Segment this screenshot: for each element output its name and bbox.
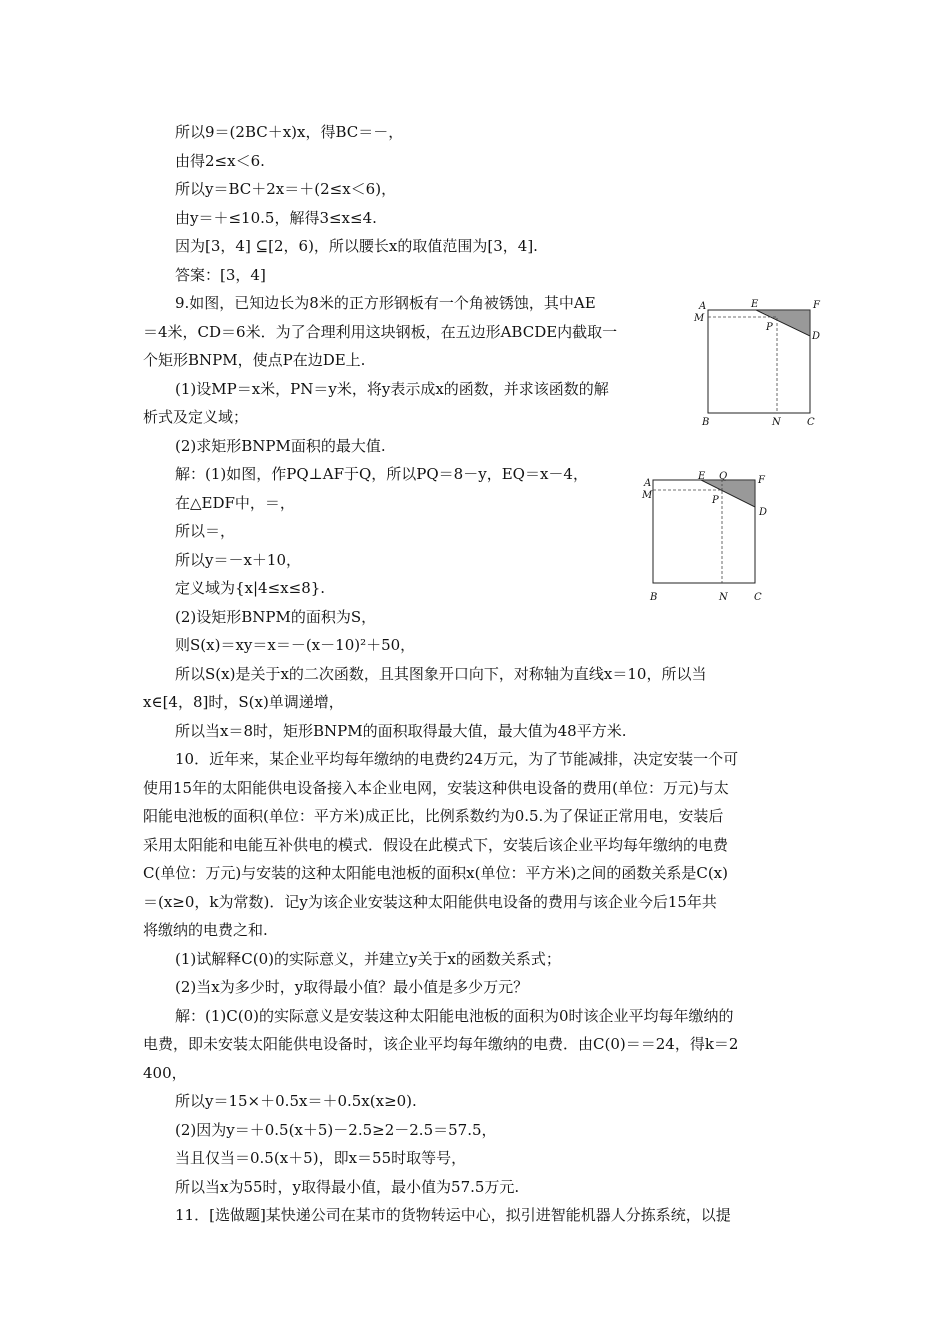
fig1-label: N: [772, 417, 781, 428]
fig1-label: C: [807, 417, 815, 428]
problem-9-line: 9.如图，已知边长为8米的正方形钢板有一个角被锈蚀，其中AE: [175, 294, 596, 312]
fig1-label: P: [766, 322, 773, 333]
text-line: 阳能电池板的面积(单位：平方米)成正比，比例系数约为0.5.为了保证正常用电，安装后: [143, 807, 724, 825]
text-line: 电费，即未安装太阳能供电设备时，该企业平均每年缴纳的电费．由C(0)＝＝24，得k＝2: [143, 1035, 739, 1053]
text-line: C(单位：万元)与安装的这种太阳能电池板的面积x(单位：平方米)之间的函数关系是C(x): [143, 864, 728, 882]
text-line: (2)当x为多少时，y取得最小值？最小值是多少万元？: [175, 978, 529, 996]
text-line: 则S(x)＝xy＝x＝－(x－10)²＋50，: [175, 636, 416, 654]
fig1-label: A: [699, 301, 707, 312]
fig1-label: D: [812, 331, 821, 342]
text-line: (2)因为y＝＋0.5(x＋5)－2.5≥2－2.5＝57.5，: [175, 1121, 497, 1139]
text-line: 答案：[3，4]: [175, 266, 266, 284]
text-line: 采用太阳能和电能互补供电的模式．假设在此模式下，安装后该企业平均每年缴纳的电费: [143, 836, 729, 854]
text-line: 所以S(x)是关于x的二次函数，且其图象开口向下，对称轴为直线x＝10，所以当: [175, 665, 707, 683]
text-line: ＝(x≥0，k为常数)．记y为该企业安装这种太阳能供电设备的费用与该企业今后15年共: [143, 893, 717, 911]
text-line: 因为[3，4] ⊆[2，6)，所以腰长x的取值范围为[3，4].: [175, 237, 538, 255]
text-line: 由得2≤x＜6.: [175, 152, 265, 170]
text-line: (1)试解释C(0)的实际意义，并建立y关于x的函数关系式；: [175, 950, 561, 968]
text-line: 400，: [143, 1064, 187, 1082]
fig2-label: M: [642, 490, 653, 501]
problem-10-line: 10．近年来，某企业平均每年缴纳的电费约24万元，为了节能减排，决定安装一个可: [175, 750, 739, 768]
text-line: (2)求矩形BNPM面积的最大值.: [175, 437, 386, 455]
problem-11-line: 11．[选做题]某快递公司在某市的货物转运中心，拟引进智能机器人分拣系统，以提: [175, 1206, 731, 1224]
text-line: ＝4米，CD＝6米．为了合理利用这块钢板，在五边形ABCDE内截取一: [143, 323, 618, 341]
figure-square-plate-1: [690, 295, 830, 435]
fig2-label: A: [644, 478, 652, 489]
text-line: 解：(1)如图，作PQ⊥AF于Q，所以PQ＝8－y，EQ＝x－4，: [175, 465, 588, 483]
text-line: 使用15年的太阳能供电设备接入本企业电网，安装这种供电设备的费用(单位：万元)与太: [143, 779, 729, 797]
fig2-label: N: [719, 592, 728, 603]
text-line: 由y＝＋≤10.5，解得3≤x≤4.: [175, 209, 377, 227]
text-line: 所以当x为55时，y取得最小值，最小值为57.5万元.: [175, 1178, 520, 1196]
fig1-label: E: [751, 299, 759, 310]
fig2-label: B: [650, 592, 658, 603]
fig2-label: E: [698, 471, 706, 482]
text-line: (1)设MP＝x米，PN＝y米，将y表示成x的函数，并求该函数的解: [175, 380, 609, 398]
text-line: 所以当x＝8时，矩形BNPM的面积取得最大值，最大值为48平方米.: [175, 722, 627, 740]
text-line: 所以9＝(2BC＋x)x，得BC＝－，: [175, 123, 404, 141]
text-line: 将缴纳的电费之和.: [143, 921, 268, 939]
text-line: (2)设矩形BNPM的面积为S，: [175, 608, 377, 626]
fig2-label: D: [759, 507, 768, 518]
fig1-label: F: [813, 300, 820, 311]
text-line: 在△EDF中，＝，: [175, 494, 295, 512]
fig2-label: C: [754, 592, 762, 603]
text-line: 所以y＝－x＋10，: [175, 551, 302, 569]
text-line: 当且仅当＝0.5(x＋5)，即x＝55时取等号，: [175, 1149, 467, 1167]
text-line: 所以y＝15×＋0.5x＝＋0.5x(x≥0).: [175, 1092, 417, 1110]
text-line: 所以＝，: [175, 522, 236, 540]
fig2-label: F: [758, 475, 765, 486]
text-line: 析式及定义域；: [143, 408, 249, 426]
fig2-label: Q: [719, 471, 728, 482]
text-line: 所以y＝BC＋2x＝＋(2≤x＜6)，: [175, 180, 397, 198]
figure-square-plate-2: [635, 470, 775, 605]
fig2-label: P: [712, 495, 719, 506]
fig1-label: B: [702, 417, 710, 428]
text-line: x∈[4，8]时，S(x)单调递增，: [143, 693, 344, 711]
fig1-label: M: [694, 313, 705, 324]
text-line: 个矩形BNPM，使点P在边DE上.: [143, 351, 366, 369]
text-line: 解：(1)C(0)的实际意义是安装这种太阳能电池板的面积为0时该企业平均每年缴纳的: [175, 1007, 734, 1025]
text-line: 定义域为{x|4≤x≤8}.: [175, 579, 326, 597]
